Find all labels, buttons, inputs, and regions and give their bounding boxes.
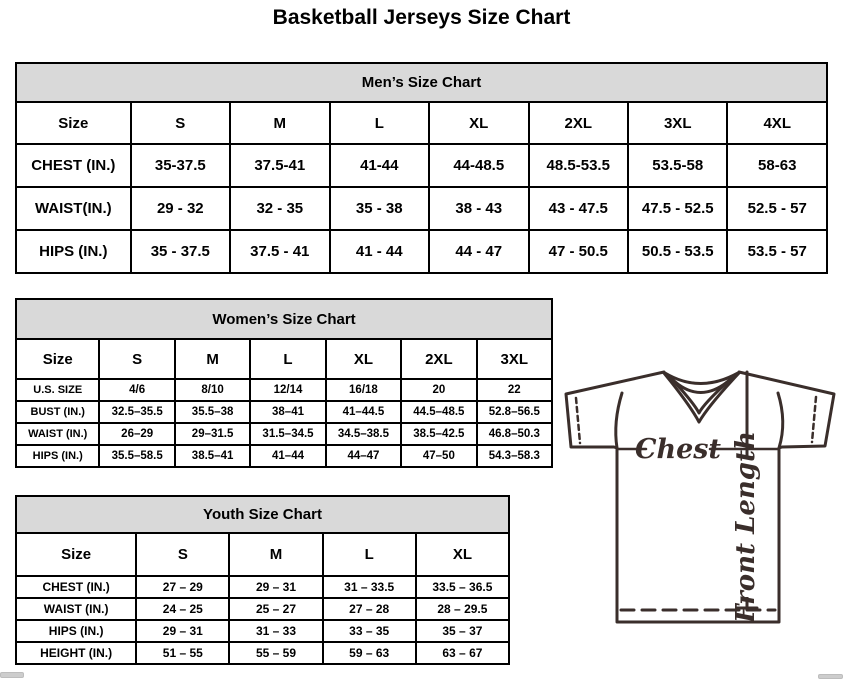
men-size-value: 37.5-41 [230, 144, 329, 187]
women-size-value: 12/14 [250, 379, 325, 401]
men-size-value: 41-44 [330, 144, 429, 187]
youth-size-value: 35 – 37 [416, 620, 509, 642]
youth-size-value: 33 – 35 [323, 620, 416, 642]
men-size-value: 35 - 38 [330, 187, 429, 230]
youth-column-header: XL [416, 533, 509, 576]
youth-row-label: HEIGHT (IN.) [16, 642, 136, 664]
youth-size-value: 63 – 67 [416, 642, 509, 664]
men-column-header: 2XL [529, 102, 628, 144]
men-row-label: CHEST (IN.) [16, 144, 131, 187]
youth-size-value: 29 – 31 [229, 576, 322, 598]
men-column-header: M [230, 102, 329, 144]
youth-size-value: 25 – 27 [229, 598, 322, 620]
men-size-value: 44-48.5 [429, 144, 528, 187]
youth-chart-title-row [16, 496, 509, 533]
women-row-label: WAIST (IN.) [16, 423, 99, 445]
youth-size-value: 29 – 31 [136, 620, 229, 642]
youth-size-value: 24 – 25 [136, 598, 229, 620]
jersey-diagram-svg [557, 360, 843, 660]
men-column-header: 4XL [727, 102, 827, 144]
youth-measurement-row [16, 620, 509, 642]
men-measurement-row [16, 230, 827, 273]
men-column-header: XL [429, 102, 528, 144]
horizontal-scrollbar-thumb-left[interactable] [0, 672, 24, 678]
women-row-label: U.S. SIZE [16, 379, 99, 401]
women-size-value: 38.5–41 [175, 445, 250, 467]
youth-measurement-row [16, 598, 509, 620]
youth-column-header: M [229, 533, 322, 576]
women-size-value: 44.5–48.5 [401, 401, 476, 423]
men-size-value: 47 - 50.5 [529, 230, 628, 273]
horizontal-scrollbar-thumb-right[interactable] [818, 674, 843, 679]
women-measurement-row [16, 401, 552, 423]
men-measurement-row [16, 187, 827, 230]
women-column-header: XL [326, 339, 401, 379]
youth-column-header: S [136, 533, 229, 576]
men-column-header: Size [16, 102, 131, 144]
women-size-header-row [16, 339, 552, 379]
women-measurement-row [16, 379, 552, 401]
men-size-value: 43 - 47.5 [529, 187, 628, 230]
youth-size-value: 51 – 55 [136, 642, 229, 664]
women-size-value: 32.5–35.5 [99, 401, 174, 423]
women-size-value: 41–44 [250, 445, 325, 467]
women-chart-title: Women’s Size Chart [16, 299, 552, 339]
women-column-header: L [250, 339, 325, 379]
men-size-value: 44 - 47 [429, 230, 528, 273]
women-size-value: 26–29 [99, 423, 174, 445]
youth-row-label: HIPS (IN.) [16, 620, 136, 642]
women-size-value: 47–50 [401, 445, 476, 467]
youth-row-label: CHEST (IN.) [16, 576, 136, 598]
youth-column-header: L [323, 533, 416, 576]
men-chart-title: Men’s Size Chart [16, 63, 827, 102]
women-size-value: 16/18 [326, 379, 401, 401]
youth-size-header-row [16, 533, 509, 576]
men-column-header: L [330, 102, 429, 144]
men-size-value: 48.5-53.5 [529, 144, 628, 187]
women-size-value: 4/6 [99, 379, 174, 401]
men-row-label: WAIST(IN.) [16, 187, 131, 230]
front-length-label: Front Length [731, 431, 761, 623]
youth-row-label: WAIST (IN.) [16, 598, 136, 620]
women-column-header: S [99, 339, 174, 379]
men-column-header: S [131, 102, 230, 144]
women-measurement-row [16, 445, 552, 467]
women-row-label: BUST (IN.) [16, 401, 99, 423]
men-size-value: 53.5 - 57 [727, 230, 827, 273]
women-size-value: 38–41 [250, 401, 325, 423]
youth-size-chart-table [15, 495, 510, 665]
women-size-value: 20 [401, 379, 476, 401]
women-size-value: 54.3–58.3 [477, 445, 552, 467]
women-size-value: 35.5–38 [175, 401, 250, 423]
men-size-value: 35 - 37.5 [131, 230, 230, 273]
women-size-value: 29–31.5 [175, 423, 250, 445]
men-row-label: HIPS (IN.) [16, 230, 131, 273]
women-size-value: 44–47 [326, 445, 401, 467]
youth-size-value: 55 – 59 [229, 642, 322, 664]
men-chart-title-row [16, 63, 827, 102]
youth-size-value: 31 – 33.5 [323, 576, 416, 598]
men-size-value: 58-63 [727, 144, 827, 187]
women-measurement-row [16, 423, 552, 445]
youth-measurement-row [16, 576, 509, 598]
youth-size-value: 27 – 28 [323, 598, 416, 620]
women-column-header: Size [16, 339, 99, 379]
men-measurement-row [16, 144, 827, 187]
men-size-value: 50.5 - 53.5 [628, 230, 727, 273]
women-chart-title-row [16, 299, 552, 339]
men-column-header: 3XL [628, 102, 727, 144]
youth-size-value: 28 – 29.5 [416, 598, 509, 620]
women-column-header: 2XL [401, 339, 476, 379]
youth-chart-title: Youth Size Chart [16, 496, 509, 533]
youth-size-value: 31 – 33 [229, 620, 322, 642]
women-size-value: 38.5–42.5 [401, 423, 476, 445]
men-size-value: 32 - 35 [230, 187, 329, 230]
women-size-value: 8/10 [175, 379, 250, 401]
men-size-value: 52.5 - 57 [727, 187, 827, 230]
women-size-value: 52.8–56.5 [477, 401, 552, 423]
youth-size-value: 33.5 – 36.5 [416, 576, 509, 598]
youth-size-value: 59 – 63 [323, 642, 416, 664]
jersey-measurement-diagram [557, 360, 843, 660]
women-size-value: 41–44.5 [326, 401, 401, 423]
women-size-value: 34.5–38.5 [326, 423, 401, 445]
men-size-value: 35-37.5 [131, 144, 230, 187]
chest-label: Chest [635, 434, 721, 465]
men-size-header-row [16, 102, 827, 144]
youth-size-value: 27 – 29 [136, 576, 229, 598]
mens-size-chart-table [15, 62, 828, 274]
men-size-value: 47.5 - 52.5 [628, 187, 727, 230]
men-size-value: 29 - 32 [131, 187, 230, 230]
women-size-value: 46.8–50.3 [477, 423, 552, 445]
youth-column-header: Size [16, 533, 136, 576]
women-column-header: M [175, 339, 250, 379]
women-row-label: HIPS (IN.) [16, 445, 99, 467]
page-title: Basketball Jerseys Size Chart [272, 6, 571, 29]
youth-measurement-row [16, 642, 509, 664]
men-size-value: 41 - 44 [330, 230, 429, 273]
women-size-value: 31.5–34.5 [250, 423, 325, 445]
women-size-value: 35.5–58.5 [99, 445, 174, 467]
women-column-header: 3XL [477, 339, 552, 379]
women-size-value: 22 [477, 379, 552, 401]
womens-size-chart-table [15, 298, 553, 468]
men-size-value: 37.5 - 41 [230, 230, 329, 273]
men-size-value: 53.5-58 [628, 144, 727, 187]
men-size-value: 38 - 43 [429, 187, 528, 230]
